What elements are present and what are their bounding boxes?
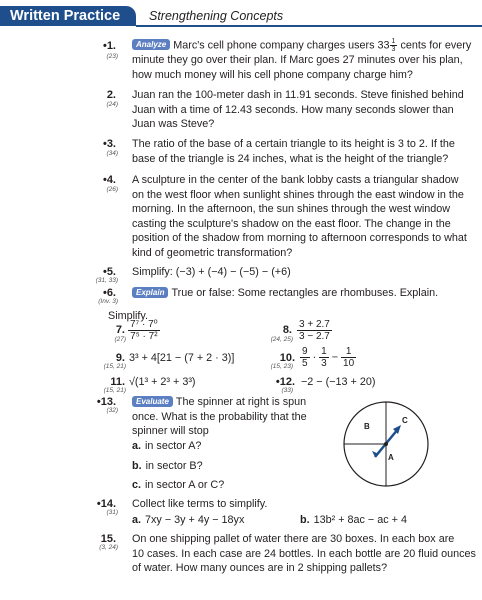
simplify-label: Simplify. (108, 310, 148, 322)
problem-text: Simplify: (−3) + (−4) − (−5) − (+6) (132, 266, 291, 278)
lesson-ref: (23) (106, 53, 118, 60)
lesson-ref: (26) (106, 186, 118, 193)
problem-text: On one shipping pallet of water there are 30 boxes. In each box are 10 cases. In each case are 24 bottles. In each bottle are 20 fluid ounces of water. How many ounces are in 2 shipping pallets? (132, 533, 476, 575)
lesson-ref: (Inv. 3) (98, 298, 118, 305)
problem-text: The ratio of the base of a certain triangle to its height is 3 to 2. If the base of the triangle is 24 inches, what is the height of the triangle? (132, 138, 455, 165)
sub-question-c: c. in sector A or C? (132, 479, 225, 491)
lesson-ref: (15, 21) (103, 387, 126, 394)
problem-expression (128, 319, 160, 342)
page-header (0, 0, 482, 26)
problem-text: A sculpture in the center of the bank lobby casts a triangular shadow on the west floor when sunlight shines through the east window in the morning. In the afternoon, the sun shines through the west window casting the sculpture's shadow on the east floor. The change in the position of the shadow from morning to afternoon corresponds to what kind of geometric transformation? (132, 174, 467, 259)
star-marker: • (102, 40, 107, 52)
problem-number: •13. (96, 396, 116, 408)
problem-expression: √(1³ + 2³ + 3³) (129, 376, 196, 388)
fraction: $\frac{9}{5}$ (302, 346, 308, 369)
spinner-diagram (341, 399, 431, 489)
lesson-ref: (15, 23) (270, 363, 293, 370)
lesson-ref: (24) (106, 101, 118, 108)
sub-question-a: a. in sector A? (132, 440, 202, 452)
sub-question-b: b. 13b² + 8ac − ac + 4 (300, 514, 407, 526)
sub-question-a: a. 7xy − 3y + 4y − 18yx (132, 514, 245, 526)
lesson-ref: (33) (281, 387, 293, 394)
problem-number: •6. (102, 287, 116, 299)
fraction: $\frac{1}{3}$ (391, 38, 396, 53)
fraction: $\frac{\text{7⁷ · 7⁰}}{\text{7⁵ · 7²}}$ (130, 319, 158, 342)
analyze-badge: Analyze (132, 39, 170, 50)
problem-number: •1. (102, 40, 116, 52)
problem-number: 15. (100, 533, 116, 545)
problem-number: •4. (102, 174, 116, 186)
problem-expression (297, 319, 332, 342)
fraction: $\frac{1}{3}$ (321, 346, 327, 369)
problem-number: •3. (102, 138, 116, 150)
section-title: Written Practice (0, 6, 136, 26)
problem-text: Explain True or false: Some rectangles are rhombuses. Explain. (132, 286, 477, 301)
lesson-ref: (3, 24) (99, 544, 118, 551)
sector-a-label: A (388, 453, 394, 462)
problem-number: 10. (279, 352, 295, 364)
sub-question-b: b. in sector B? (132, 460, 203, 472)
header-rule (136, 25, 482, 27)
sector-b-label: B (364, 422, 370, 431)
fraction: $\frac{1}{10}$ (343, 346, 355, 369)
problem-text: Analyze Marc's cell phone company charges users 33 $\frac{1}{3}$ cents for every minute they go over their plan. If Marc goes 27 minutes over his plan, how much money will his cell phone company charge him? (132, 38, 472, 81)
sector-c-label: C (402, 416, 408, 425)
lesson-ref: (27) (114, 336, 126, 343)
section-subtitle: Strengthening Concepts (149, 9, 284, 23)
problem-expression: 3³ + 4[21 − (7 + 2 · 3)] (129, 352, 235, 364)
problem-text: Collect like terms to simplify. (132, 498, 268, 510)
lesson-ref: (34) (106, 150, 118, 157)
problem-number: 9. (115, 352, 125, 364)
evaluate-badge: Evaluate (132, 396, 173, 407)
fraction: $\frac{3 + 2.7}{3 - 2.7}$ (299, 319, 330, 342)
lesson-ref: (31) (106, 509, 118, 516)
problem-text: Evaluate The spinner at right is spun once. What is the probability that the spinner will stop (132, 396, 307, 438)
spinner-center (384, 442, 388, 446)
problem-number: •12. (275, 376, 295, 388)
problem-number: •14. (96, 498, 116, 510)
problem-expression: $\frac{9}{5}$ · $\frac{1}{3}$ − $\frac{1}{10}$ (302, 346, 355, 369)
problem-text: Juan ran the 100-meter dash in 11.91 seconds. Steve finished behind Juan with a time of 12.43 seconds. How many seconds slower than Juan was Steve? (132, 89, 464, 131)
explain-badge: Explain (132, 287, 168, 298)
lesson-ref: (15, 21) (103, 363, 126, 370)
problem-number: 11. (110, 376, 125, 388)
problem-number: 8. (282, 324, 292, 336)
problem-number: 7. (115, 324, 125, 336)
lesson-ref: (32) (106, 407, 118, 414)
lesson-ref: (24, 25) (270, 336, 293, 343)
problem-expression: −2 − (−13 + 20) (301, 376, 376, 388)
problem-number: 2. (106, 89, 116, 101)
lesson-ref: (31, 33) (95, 277, 118, 284)
problem-number: •5. (102, 266, 116, 278)
